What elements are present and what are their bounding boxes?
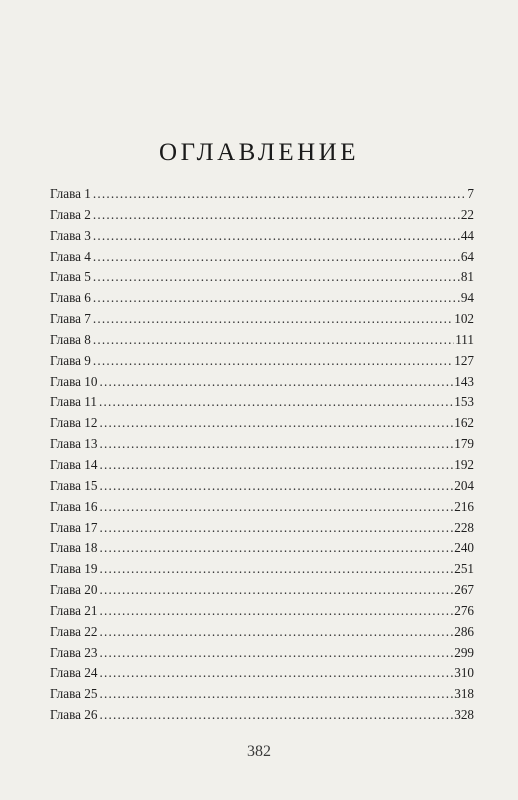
table-of-contents <box>50 184 474 726</box>
toc-entry-label: Глава 17 <box>50 519 98 535</box>
toc-entry[interactable] <box>50 643 474 664</box>
toc-entry-label: Глава 19 <box>50 561 98 577</box>
toc-entry-page: 267 <box>454 582 474 598</box>
toc-entry-label: Глава 24 <box>50 665 98 681</box>
toc-entry-label: Глава 4 <box>50 248 91 264</box>
toc-leader-dots <box>99 643 453 664</box>
toc-leader-dots <box>99 518 453 539</box>
toc-entry-page: 310 <box>454 665 474 681</box>
toc-entry-label: Глава 11 <box>50 394 97 410</box>
toc-entry-page: 179 <box>454 436 474 452</box>
toc-entry-label: Глава 6 <box>50 290 91 306</box>
toc-leader-dots <box>99 538 453 559</box>
toc-leader-dots <box>93 309 453 330</box>
toc-entry-page: 228 <box>454 519 474 535</box>
toc-entry-label: Глава 23 <box>50 644 98 660</box>
toc-entry[interactable] <box>50 684 474 705</box>
toc-entry-page: 111 <box>455 331 474 347</box>
toc-leader-dots <box>99 372 453 393</box>
toc-entry[interactable] <box>50 580 474 601</box>
toc-entry-page: 216 <box>454 498 474 514</box>
toc-entry-page: 204 <box>454 477 474 493</box>
toc-entry[interactable] <box>50 247 474 268</box>
toc-entry[interactable] <box>50 518 474 539</box>
toc-entry[interactable] <box>50 497 474 518</box>
toc-entry-page: 240 <box>454 540 474 556</box>
toc-entry-page: 143 <box>454 373 474 389</box>
toc-entry[interactable] <box>50 455 474 476</box>
toc-entry-label: Глава 12 <box>50 415 98 431</box>
toc-entry-page: 94 <box>460 290 474 306</box>
toc-entry-label: Глава 21 <box>50 602 98 618</box>
toc-entry[interactable] <box>50 372 474 393</box>
toc-leader-dots <box>93 330 454 351</box>
toc-leader-dots <box>99 601 453 622</box>
toc-leader-dots <box>99 476 453 497</box>
toc-leader-dots <box>93 247 460 268</box>
toc-leader-dots <box>99 392 453 413</box>
toc-leader-dots <box>99 413 453 434</box>
toc-leader-dots <box>93 205 460 226</box>
toc-entry-page: 102 <box>454 311 474 327</box>
toc-entry[interactable] <box>50 351 474 372</box>
toc-entry-page: 153 <box>454 394 474 410</box>
toc-entry[interactable] <box>50 476 474 497</box>
toc-entry-page: 251 <box>454 561 474 577</box>
toc-entry[interactable] <box>50 267 474 288</box>
toc-entry-page: 64 <box>460 248 474 264</box>
toc-entry[interactable] <box>50 538 474 559</box>
toc-entry-page: 162 <box>454 415 474 431</box>
toc-entry-label: Глава 20 <box>50 582 98 598</box>
toc-entry-label: Глава 2 <box>50 206 91 222</box>
toc-entry-page: 44 <box>460 227 474 243</box>
toc-entry-label: Глава 22 <box>50 623 98 639</box>
toc-entry-label: Глава 7 <box>50 311 91 327</box>
toc-entry-label: Глава 15 <box>50 477 98 493</box>
toc-entry-label: Глава 1 <box>50 186 91 201</box>
toc-entry[interactable] <box>50 392 474 413</box>
toc-entry[interactable] <box>50 663 474 684</box>
toc-entry[interactable] <box>50 622 474 643</box>
toc-leader-dots <box>93 226 460 247</box>
toc-entry-page: 286 <box>454 623 474 639</box>
toc-entry[interactable] <box>50 705 474 726</box>
toc-entry-page: 192 <box>454 456 474 472</box>
toc-entry-label: Глава 13 <box>50 436 98 452</box>
toc-leader-dots <box>99 580 453 601</box>
toc-entry-page: 328 <box>454 707 474 723</box>
toc-entry-label: Глава 9 <box>50 352 91 368</box>
toc-entry-page: 127 <box>454 352 474 368</box>
toc-entry-label: Глава 16 <box>50 498 98 514</box>
toc-leader-dots <box>99 455 453 476</box>
toc-leader-dots <box>99 622 453 643</box>
toc-leader-dots <box>99 705 453 726</box>
page-title: ОГЛАВЛЕНИЕ <box>159 138 359 166</box>
toc-entry[interactable] <box>50 226 474 247</box>
toc-entry-label: Глава 3 <box>50 227 91 243</box>
toc-entry[interactable] <box>50 559 474 580</box>
page-number: 382 <box>247 743 271 760</box>
toc-entry-label: Глава 5 <box>50 269 91 285</box>
toc-leader-dots <box>99 559 453 580</box>
toc-entry[interactable] <box>50 413 474 434</box>
toc-entry-page: 7 <box>467 186 474 201</box>
toc-leader-dots <box>93 267 460 288</box>
toc-entry-page: 22 <box>460 206 474 222</box>
toc-entry-page: 299 <box>454 644 474 660</box>
toc-entry[interactable] <box>50 330 474 351</box>
toc-leader-dots <box>99 684 453 705</box>
toc-leader-dots <box>93 184 467 205</box>
toc-leader-dots <box>93 351 453 372</box>
toc-entry[interactable] <box>50 288 474 309</box>
toc-entry-page: 81 <box>460 269 474 285</box>
toc-entry-label: Глава 10 <box>50 373 98 389</box>
toc-leader-dots <box>99 434 453 455</box>
toc-leader-dots <box>99 497 453 518</box>
toc-entry[interactable] <box>50 184 474 205</box>
toc-entry[interactable] <box>50 434 474 455</box>
toc-entry-label: Глава 14 <box>50 456 98 472</box>
toc-leader-dots <box>99 663 453 684</box>
toc-entry[interactable] <box>50 601 474 622</box>
toc-entry-label: Глава 26 <box>50 707 98 723</box>
toc-entry-page: 276 <box>454 602 474 618</box>
toc-entry-label: Глава 8 <box>50 331 91 347</box>
toc-entry-label: Глава 25 <box>50 686 98 702</box>
toc-entry-label: Глава 18 <box>50 540 98 556</box>
toc-entry[interactable] <box>50 205 474 226</box>
toc-leader-dots <box>93 288 460 309</box>
toc-entry-page: 318 <box>454 686 474 702</box>
toc-entry[interactable] <box>50 309 474 330</box>
